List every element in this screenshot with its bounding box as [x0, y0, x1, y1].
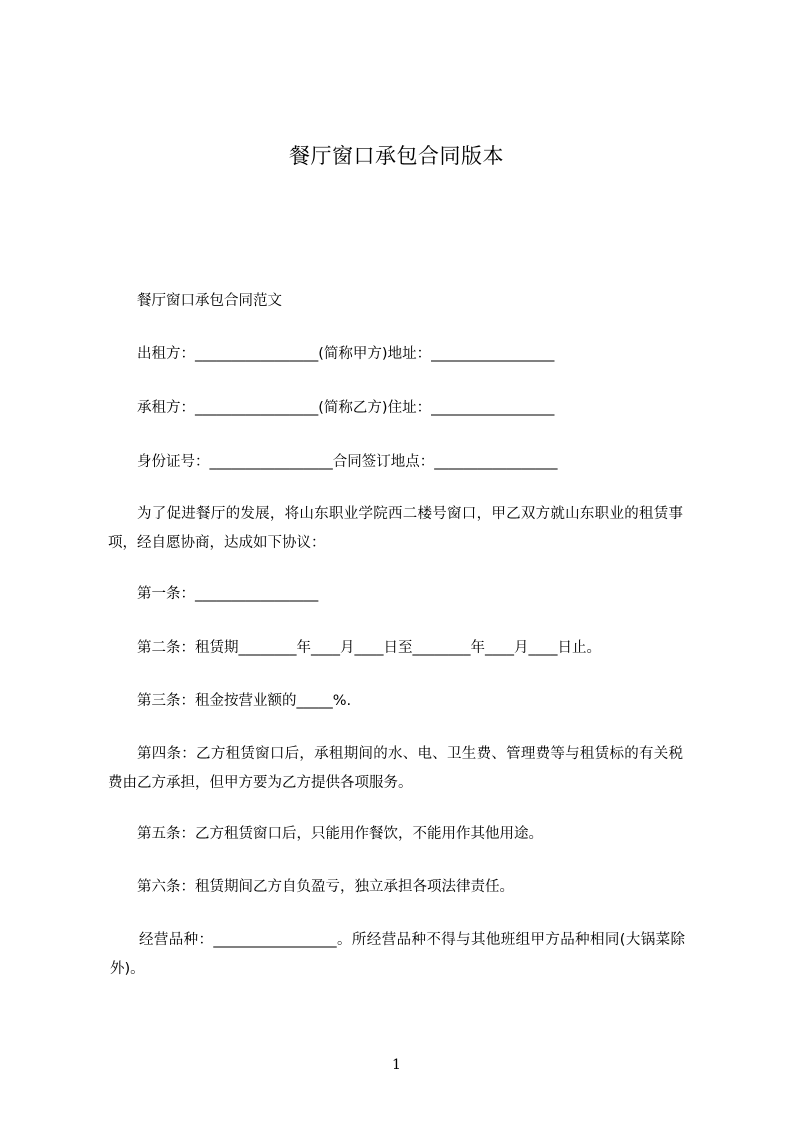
intro-paragraph: 为了促进餐厅的发展，将山东职业学院西二楼号窗口，甲乙双方就山东职业的租赁事项，经自愿协商，达成如下协议：	[108, 506, 683, 551]
article-6: 第六条：租赁期间乙方自负盈亏，独立承担各项法律责任。	[137, 879, 514, 895]
document-title: 餐厅窗口承包合同版本	[289, 144, 504, 168]
article-5: 第五条：乙方租赁窗口后，只能用作餐饮，不能用作其他用途。	[137, 826, 543, 842]
id-number-line: 身份证号：_________________合同签订地点：_________________	[137, 454, 558, 470]
lessee-line: 承租方：_________________(简称乙方)住址：_________________	[137, 400, 555, 416]
lessor-line: 出租方：_________________(简称甲方)地址：_________________	[137, 346, 555, 362]
article-1: 第一条：_________________	[137, 586, 319, 602]
article-4: 第四条：乙方租赁窗口后，承租期间的水、电、卫生费、管理费等与租赁标的有关税费由乙方承担，但甲方要为乙方提供各项服务。	[108, 746, 683, 791]
document-subtitle: 餐厅窗口承包合同范文	[137, 293, 282, 309]
business-scope-paragraph: 经营品种：_________________。所经营品种不得与其他班组甲方品种相同(大锅菜除外)。	[110, 932, 685, 977]
page-number: 1	[392, 1057, 401, 1073]
article-3: 第三条：租金按营业额的_____%.	[137, 693, 352, 709]
article-2: 第二条：租赁期________年____月____日至________年____月____日止。	[137, 640, 601, 656]
